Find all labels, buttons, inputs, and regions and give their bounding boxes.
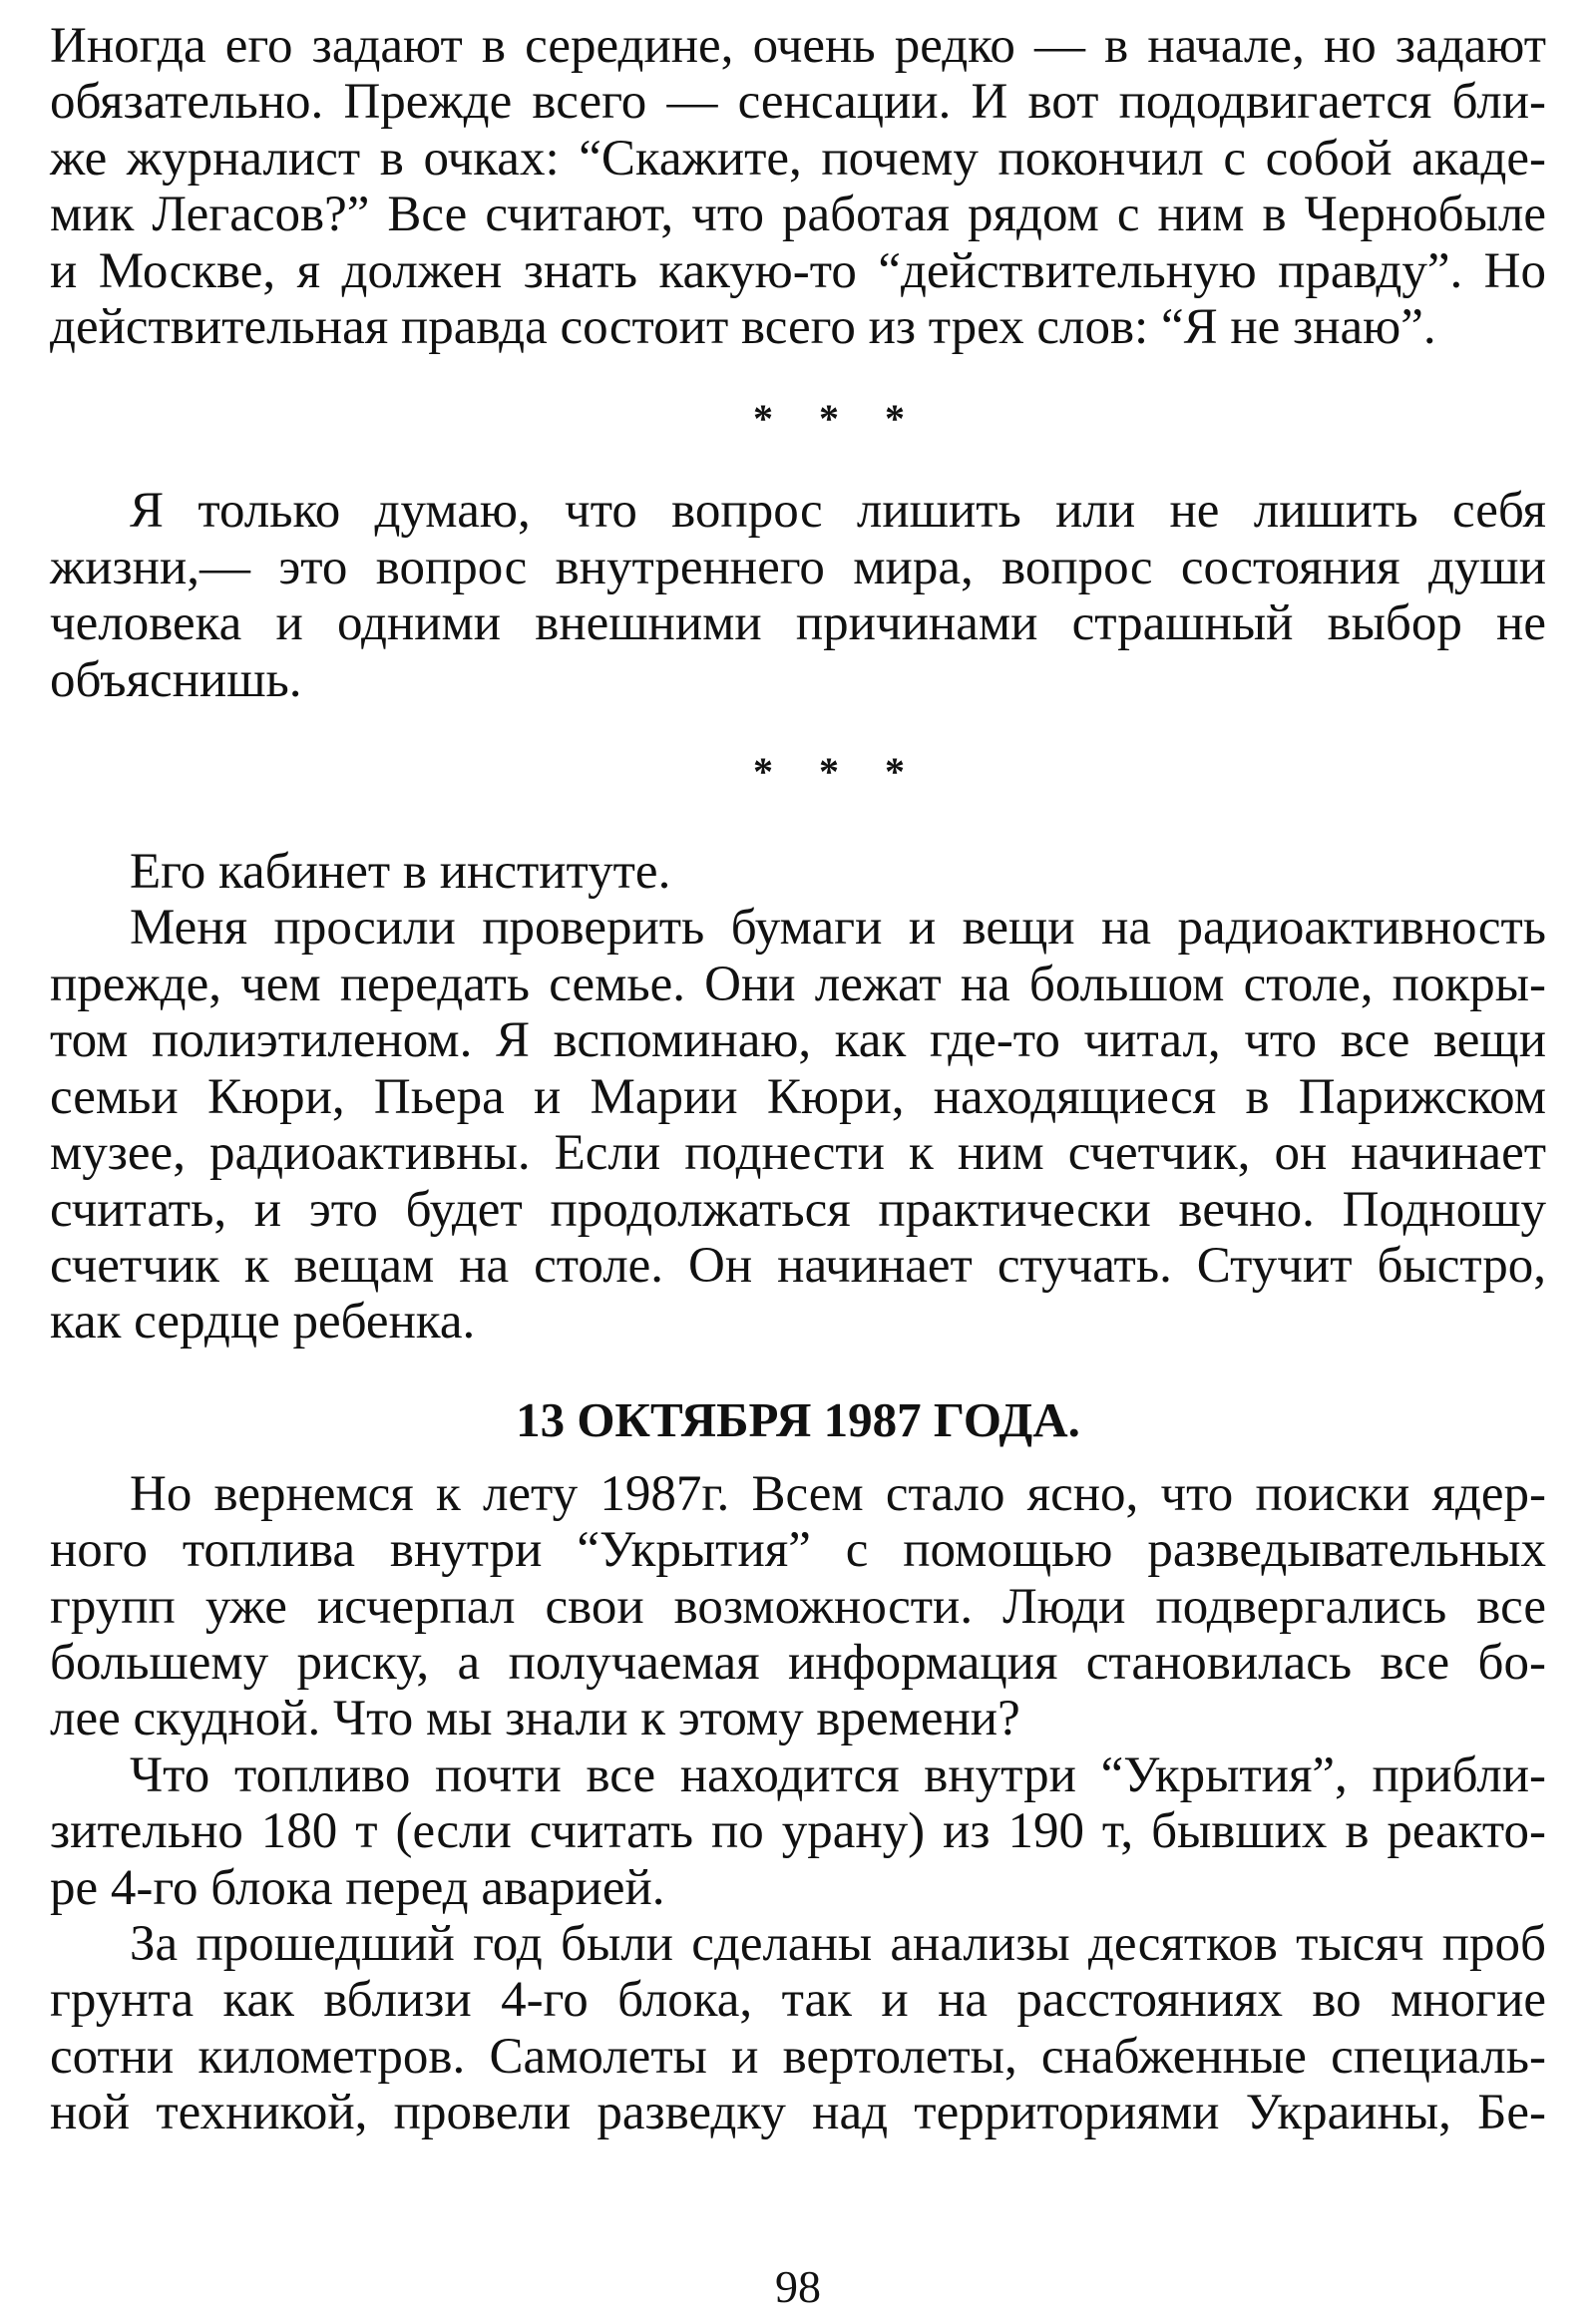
- text-line: семьи Кюри, Пьера и Марии Кюри, находящиеся в Парижском: [50, 1068, 1546, 1125]
- text-line: мик Легасов?” Все считают, что работая рядом с ним в Чернобыле: [50, 187, 1546, 243]
- text-line: ной техникой, провели разведку над территориями Украины, Бе-: [50, 2085, 1546, 2141]
- text-line: сотни километров. Самолеты и вертолеты, снабженные специаль-: [50, 2028, 1546, 2085]
- text-line: Иногда его задают в середине, очень редко — в начале, но задают: [50, 18, 1546, 74]
- text-line: действительная правда состоит всего из трех слов: “Я не знаю”.: [50, 299, 1436, 356]
- text-line: и Москве, я должен знать какую-то “действительную правду”. Но: [50, 242, 1546, 299]
- text-line: прежде, чем передать семье. Они лежат на большом столе, покры-: [50, 956, 1546, 1012]
- text-line: ного топлива внутри “Укрытия” с помощью разведывательных: [50, 1522, 1546, 1579]
- text-line: обязательно. Прежде всего — сенсации. И вот пододвигается бли-: [50, 74, 1546, 131]
- text-line: лее скудной. Что мы знали к этому времени?: [50, 1691, 1020, 1747]
- paragraph-office: [50, 844, 1546, 900]
- text-line: Его кабинет в институте.: [130, 844, 671, 901]
- text-line: За прошедший год были сделаны анализы десятков тысяч проб: [130, 1915, 1546, 1972]
- paragraph-summer-1987: [50, 1466, 1546, 1747]
- text-line: Что топливо почти все находится внутри “Укрытия”, прибли-: [130, 1746, 1546, 1803]
- text-line: Меня просили проверить бумаги и вещи на радиоактивность: [130, 900, 1546, 957]
- text-line: как сердце ребенка.: [50, 1294, 476, 1351]
- paragraph-reflection: [50, 483, 1546, 708]
- paragraph-radioactivity-check: [50, 900, 1546, 1350]
- text-line: Но вернемся к лету 1987г. Всем стало ясно, что поиски ядер-: [130, 1465, 1546, 1522]
- section-separator: * * *: [753, 396, 923, 442]
- section-separator: * * *: [753, 749, 923, 795]
- section-heading: 13 ОКТЯБРЯ 1987 ГОДА.: [516, 1391, 1080, 1447]
- text-line: жизни,— это вопрос внутреннего мира, вопрос состояния души: [50, 539, 1546, 595]
- text-line: большему риску, а получаемая информация становилась все бо-: [50, 1634, 1546, 1691]
- text-line: зительно 180 т (если считать по урану) из 190 т, бывших в реакто-: [50, 1803, 1546, 1860]
- paragraph-soil-analysis: [50, 1916, 1546, 2141]
- text-line: считать, и это будет продолжаться практически вечно. Подношу: [50, 1181, 1546, 1238]
- page-number: 98: [775, 2261, 821, 2312]
- text-line: счетчик к вещам на столе. Он начинает стучать. Стучит быстро,: [50, 1237, 1546, 1294]
- text-line: Я только думаю, что вопрос лишить или не лишить себя: [130, 483, 1546, 540]
- text-line: том полиэтиленом. Я вспоминаю, как где-то читал, что все вещи: [50, 1012, 1546, 1069]
- text-line: групп уже исчерпал свои возможности. Люди подвергались все: [50, 1578, 1546, 1635]
- book-page: [50, 18, 1546, 2141]
- text-line: человека и одними внешними причинами страшный выбор не: [50, 595, 1546, 652]
- paragraph-journalist-question: [50, 18, 1546, 355]
- paragraph-fuel-amount: [50, 1747, 1546, 1916]
- text-line: объяснишь.: [50, 651, 302, 708]
- text-line: же журналист в очках: “Скажите, почему покончил с собой акаде-: [50, 130, 1546, 187]
- text-line: грунта как вблизи 4-го блока, так и на расстояниях во многие: [50, 1972, 1546, 2029]
- text-line: ре 4-го блока перед аварией.: [50, 1859, 665, 1916]
- text-line: музее, радиоактивны. Если поднести к ним счетчик, он начинает: [50, 1125, 1546, 1182]
